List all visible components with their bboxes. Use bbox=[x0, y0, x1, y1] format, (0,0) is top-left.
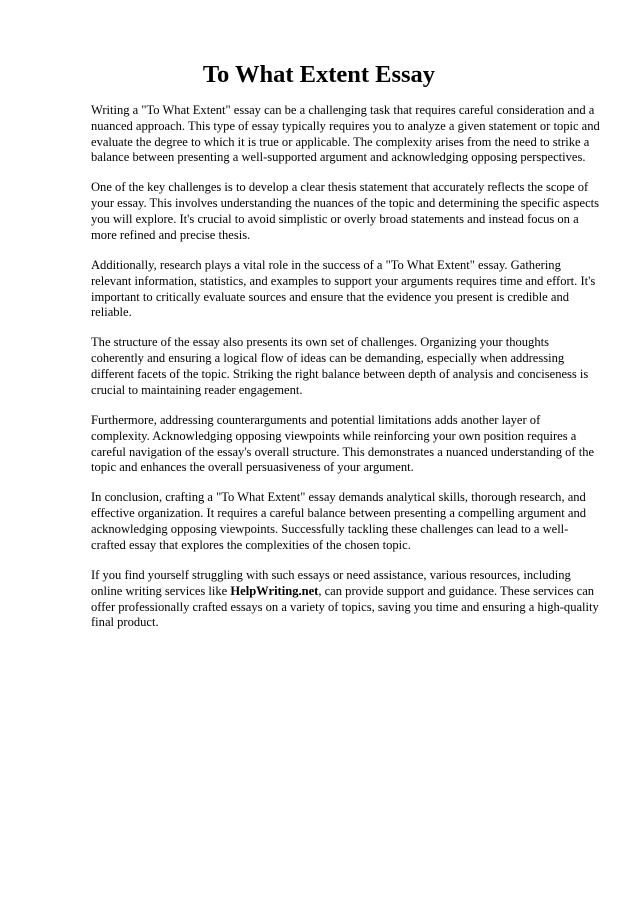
paragraph-research: Additionally, research plays a vital role in the success of a "To What Extent" essay. Gathering relevant information, statistics, and examples to support your arguments requires time and effort. It's important to critically evaluate sources and ensure that the evidence you present is credible and reliable. bbox=[91, 257, 596, 320]
page-title: To What Extent Essay bbox=[202, 61, 436, 88]
paragraph-counterarguments: Furthermore, addressing counterarguments and potential limitations adds another layer of complexity. Acknowledging opposing viewpoints while reinforcing your own position requires a careful navigation of the essay's overall structure. This demonstrates a nuanced understanding of the topic and enhances the overall persuasiveness of your argument. bbox=[91, 412, 595, 475]
paragraph-thesis: One of the key challenges is to develop a clear thesis statement that accurately reflects the scope of your essay. This involves understanding the nuances of the topic and determining the specific aspects you will explore. It's crucial to avoid simplistic or overly broad statements and instead focus on a more refined and precise thesis. bbox=[91, 180, 600, 242]
paragraph-conclusion: In conclusion, crafting a "To What Extent" essay demands analytical skills, thorough research, and effective organization. It requires a careful balance between presenting a compelling argument and acknowledging opposing viewpoints. Successfully tackling these challenges can lead to a well-crafted essay that explores the complexities of the chosen topic. bbox=[91, 490, 587, 552]
services-text-after: , can provide support and guidance. These services can offer professionally crafted essays on a variety of topics, saving you time and ensuring a high-quality final product. bbox=[91, 583, 599, 630]
paragraph-intro: Writing a "To What Extent" essay can be a challenging task that requires careful consideration and a nuanced approach. This type of essay typically requires you to analyze a given statement or topic and evaluate the degree to which it is true or applicable. The complexity arises from the need to strike a balance between presenting a well-supported argument and acknowledging opposing perspectives. bbox=[91, 103, 600, 165]
paragraph-structure: The structure of the essay also presents its own set of challenges. Organizing your thoughts coherently and ensuring a logical flow of ideas can be demanding, especially when addressing different facets of the topic. Striking the right balance between depth of analysis and conciseness is crucial to maintaining reader engagement. bbox=[91, 335, 589, 397]
paragraph-services bbox=[91, 568, 601, 631]
services-text-before: If you find yourself struggling with such essays or need assistance, various resources, including online writing services like bbox=[91, 567, 571, 598]
helpwriting-link[interactable]: HelpWriting.net bbox=[230, 583, 319, 598]
essay-body bbox=[91, 103, 601, 645]
